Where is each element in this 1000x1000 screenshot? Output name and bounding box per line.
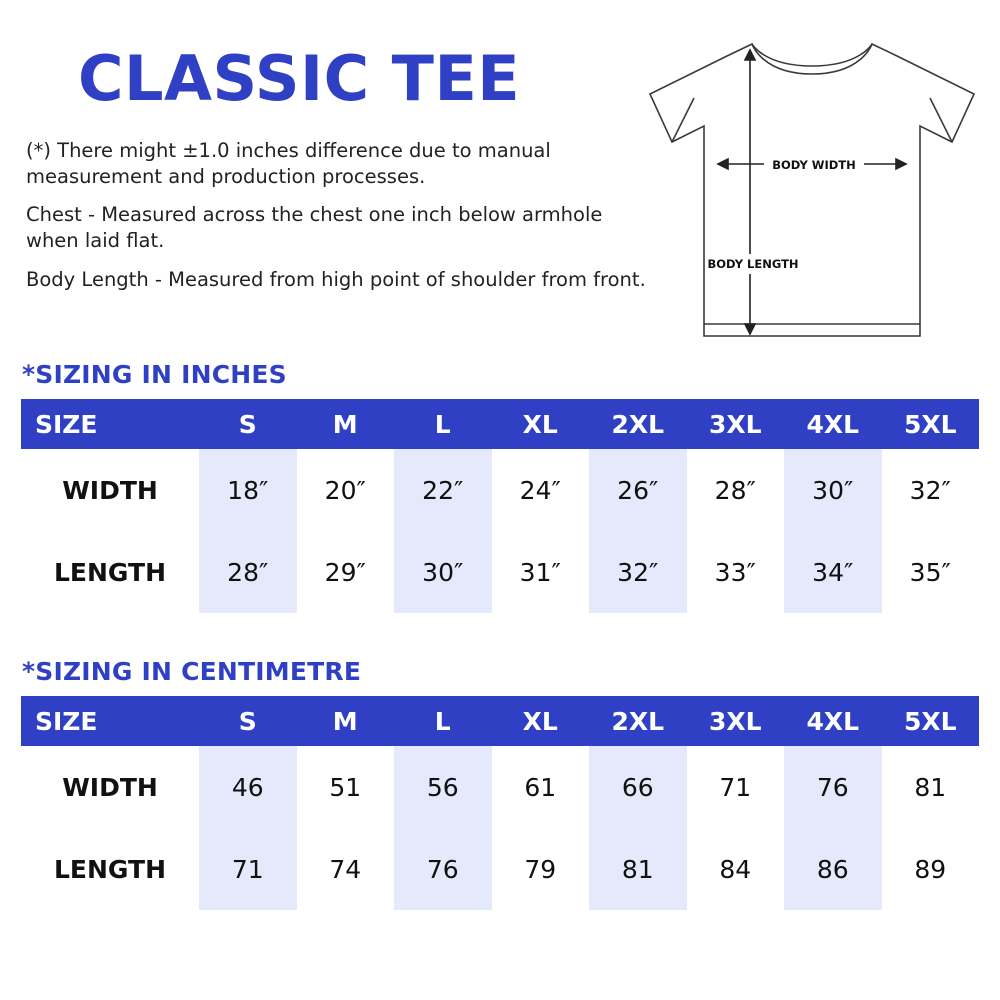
inches-length-xl: 31″ <box>519 557 561 587</box>
inches-width-3xl: 28″ <box>714 475 756 505</box>
diagram-body-width-label: BODY WIDTH <box>772 158 856 172</box>
inches-col-header-m: M <box>332 409 358 439</box>
note-measurement-tolerance: (*) There might ±1.0 inches difference due to manual measurement and production processes. <box>26 139 551 188</box>
cm-length-2xl: 81 <box>589 828 687 910</box>
inches-col-header-xl: XL <box>522 409 558 439</box>
inches-width-xl: 24″ <box>519 475 561 505</box>
inches-col-header-4xl: 4XL <box>806 409 860 439</box>
page-title: CLASSIC TEE <box>78 42 521 115</box>
inches-header-row <box>21 399 979 449</box>
inches-length-3xl: 33″ <box>714 557 756 587</box>
inches-col-header-s: S <box>238 409 257 439</box>
inches-table <box>21 399 979 613</box>
table-row <box>21 531 979 613</box>
cm-width-3xl: 71 <box>719 772 752 802</box>
cm-width-l: 56 <box>394 746 492 828</box>
centimetre-header-row <box>21 696 979 746</box>
inches-width-5xl: 32″ <box>909 475 951 505</box>
inches-width-4xl: 30″ <box>784 449 882 531</box>
cm-width-xl: 61 <box>524 772 557 802</box>
inches-length-s: 28″ <box>199 531 297 613</box>
centimetre-table <box>21 696 979 910</box>
inches-block <box>0 360 1000 613</box>
header-section <box>0 0 1000 360</box>
centimetre-block <box>0 657 1000 910</box>
cm-col-header-size: SIZE <box>35 706 98 736</box>
inches-length-5xl: 35″ <box>909 557 951 587</box>
cm-length-5xl: 89 <box>914 854 947 884</box>
cm-col-header-s: S <box>238 706 257 736</box>
centimetre-heading: *SIZING IN CENTIMETRE <box>22 657 362 686</box>
cm-length-xl: 79 <box>524 854 557 884</box>
measurement-notes <box>26 138 646 306</box>
inches-heading: *SIZING IN INCHES <box>22 360 287 389</box>
inches-length-l: 30″ <box>394 531 492 613</box>
cm-width-2xl: 66 <box>589 746 687 828</box>
inches-row-label-length: LENGTH <box>54 557 166 587</box>
inches-width-s: 18″ <box>199 449 297 531</box>
inches-width-2xl: 26″ <box>589 449 687 531</box>
inches-width-l: 22″ <box>394 449 492 531</box>
inches-length-m: 29″ <box>324 557 366 587</box>
inches-length-4xl: 34″ <box>784 531 882 613</box>
cm-length-3xl: 84 <box>719 854 752 884</box>
cm-col-header-xl: XL <box>522 706 558 736</box>
note-body-length: Body Length - Measured from high point of shoulder from front. <box>26 267 646 291</box>
inches-row-label-width: WIDTH <box>62 475 158 505</box>
inches-col-header-5xl: 5XL <box>903 409 957 439</box>
cm-col-header-m: M <box>332 706 358 736</box>
inches-width-m: 20″ <box>324 475 366 505</box>
cm-length-s: 71 <box>199 828 297 910</box>
table-row <box>21 828 979 910</box>
diagram-body-length-label: BODY LENGTH <box>707 257 799 271</box>
inches-col-header-size: SIZE <box>35 409 98 439</box>
cm-col-header-5xl: 5XL <box>903 706 957 736</box>
note-chest: Chest - Measured across the chest one inch below armhole when laid flat. <box>26 203 603 253</box>
cm-col-header-2xl: 2XL <box>611 706 665 736</box>
cm-row-label-length: LENGTH <box>54 854 166 884</box>
cm-col-header-4xl: 4XL <box>806 706 860 736</box>
tshirt-diagram <box>632 14 992 364</box>
cm-col-header-3xl: 3XL <box>708 706 762 736</box>
cm-width-5xl: 81 <box>914 772 947 802</box>
inches-col-header-l: L <box>434 409 451 439</box>
inches-length-2xl: 32″ <box>589 531 687 613</box>
cm-width-4xl: 76 <box>784 746 882 828</box>
cm-row-label-width: WIDTH <box>62 772 158 802</box>
table-row <box>21 746 979 828</box>
cm-width-s: 46 <box>199 746 297 828</box>
table-row <box>21 449 979 531</box>
cm-col-header-l: L <box>434 706 451 736</box>
inches-col-header-3xl: 3XL <box>708 409 762 439</box>
cm-length-4xl: 86 <box>784 828 882 910</box>
inches-col-header-2xl: 2XL <box>611 409 665 439</box>
cm-width-m: 51 <box>329 772 362 802</box>
cm-length-m: 74 <box>329 854 362 884</box>
cm-length-l: 76 <box>394 828 492 910</box>
